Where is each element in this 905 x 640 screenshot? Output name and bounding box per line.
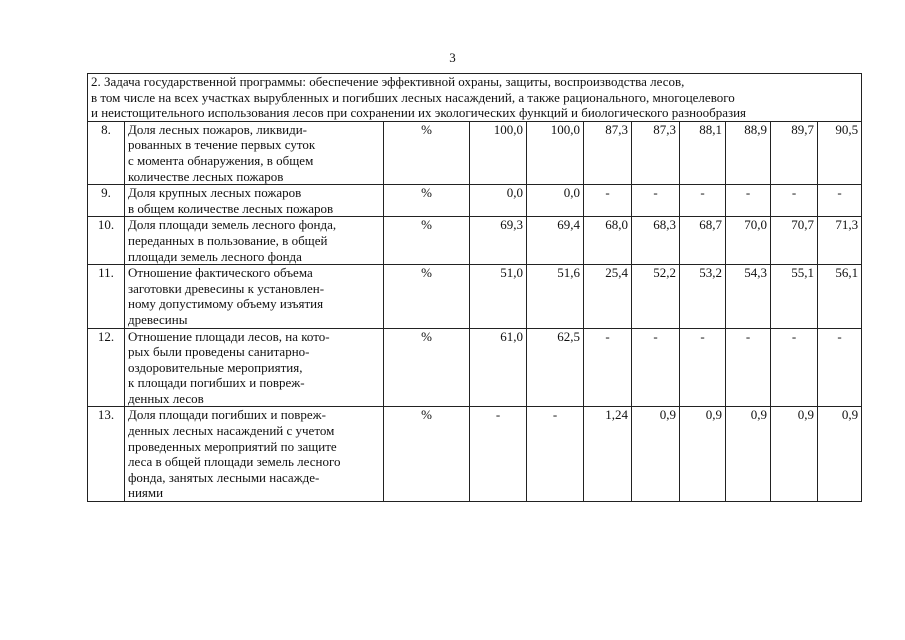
value-cell: - bbox=[584, 185, 632, 217]
value-cell: 70,0 bbox=[726, 217, 771, 265]
indicator-description-line: в общем количестве лесных пожаров bbox=[128, 200, 334, 216]
value-cell: 0,9 bbox=[818, 407, 862, 502]
indicator-description-line: площади земель лесного фонда bbox=[128, 248, 302, 264]
value-cell: 68,7 bbox=[680, 217, 726, 265]
value-cell: 0,9 bbox=[680, 407, 726, 502]
value-cell: 25,4 bbox=[584, 265, 632, 328]
value-cell: 100,0 bbox=[527, 121, 584, 184]
section-header-line: 2. Задача государственной программы: обеспечение эффективной охраны, защиты, воспроизводства лесов, bbox=[91, 74, 685, 89]
unit-cell: % bbox=[384, 217, 470, 265]
value-cell: 89,7 bbox=[771, 121, 818, 184]
indicator-description-line: Доля площади погибших и повреж- bbox=[128, 407, 326, 423]
value-cell: 52,2 bbox=[632, 265, 680, 328]
value-cell: - bbox=[771, 185, 818, 217]
value-cell: - bbox=[818, 328, 862, 407]
value-cell: - bbox=[680, 328, 726, 407]
indicator-description-line: рых были проведены санитарно- bbox=[128, 344, 310, 360]
unit-cell: % bbox=[384, 328, 470, 407]
indicator-description-line: ному допустимому объему изъятия bbox=[128, 296, 324, 312]
value-cell: 51,6 bbox=[527, 265, 584, 328]
value-cell: - bbox=[818, 185, 862, 217]
value-cell: 54,3 bbox=[726, 265, 771, 328]
value-cell: 87,3 bbox=[584, 121, 632, 184]
value-cell: 87,3 bbox=[632, 121, 680, 184]
table-row bbox=[88, 185, 862, 217]
unit-cell: % bbox=[384, 185, 470, 217]
value-cell: 0,9 bbox=[632, 407, 680, 502]
value-cell: - bbox=[527, 407, 584, 502]
value-cell: - bbox=[680, 185, 726, 217]
value-cell: - bbox=[584, 328, 632, 407]
indicator-description-line: Доля лесных пожаров, ликвиди- bbox=[128, 121, 307, 137]
indicator-description-line: ниями bbox=[128, 485, 164, 501]
value-cell: 90,5 bbox=[818, 121, 862, 184]
value-cell: - bbox=[771, 328, 818, 407]
value-cell: - bbox=[632, 328, 680, 407]
value-cell: 0,0 bbox=[527, 185, 584, 217]
unit-cell: % bbox=[384, 121, 470, 184]
value-cell: 88,9 bbox=[726, 121, 771, 184]
indicator-description-line: проведенных мероприятий по защите bbox=[128, 438, 337, 454]
value-cell: 62,5 bbox=[527, 328, 584, 407]
indicator-description bbox=[125, 121, 384, 184]
value-cell: 88,1 bbox=[680, 121, 726, 184]
section-header-row bbox=[88, 74, 862, 122]
value-cell: 68,3 bbox=[632, 217, 680, 265]
value-cell: - bbox=[726, 328, 771, 407]
value-cell: - bbox=[470, 407, 527, 502]
table-row bbox=[88, 265, 862, 328]
row-number: 9. bbox=[88, 185, 125, 217]
indicator-description bbox=[125, 328, 384, 407]
indicator-description-line: переданных в пользование, в общей bbox=[128, 232, 328, 248]
value-cell: 68,0 bbox=[584, 217, 632, 265]
indicator-description-line: Отношение фактического объема bbox=[128, 265, 313, 281]
value-cell: 100,0 bbox=[470, 121, 527, 184]
indicator-description bbox=[125, 407, 384, 502]
value-cell: 0,0 bbox=[470, 185, 527, 217]
indicator-description-line: фонда, занятых лесными насажде- bbox=[128, 469, 320, 485]
value-cell: - bbox=[726, 185, 771, 217]
indicator-description-line: денных лесных насаждений с учетом bbox=[128, 423, 335, 439]
value-cell: - bbox=[632, 185, 680, 217]
value-cell: 53,2 bbox=[680, 265, 726, 328]
value-cell: 56,1 bbox=[818, 265, 862, 328]
indicator-description bbox=[125, 217, 384, 265]
indicator-description-line: леса в общей площади земель лесного bbox=[128, 454, 341, 470]
section-header-line: в том числе на всех участках вырубленных и погибших лесных насаждений, а также рационального, многоцелевого bbox=[91, 89, 735, 105]
row-number: 8. bbox=[88, 121, 125, 184]
value-cell: 0,9 bbox=[771, 407, 818, 502]
section-header-line: и неистощительного использования лесов при сохранении их экологических функций и биологического разнообразия bbox=[91, 105, 747, 121]
indicators-table bbox=[87, 73, 862, 502]
table-row bbox=[88, 328, 862, 407]
value-cell: 71,3 bbox=[818, 217, 862, 265]
value-cell: 61,0 bbox=[470, 328, 527, 407]
indicator-description bbox=[125, 265, 384, 328]
indicator-description bbox=[125, 185, 384, 217]
unit-cell: % bbox=[384, 265, 470, 328]
value-cell: 55,1 bbox=[771, 265, 818, 328]
row-number: 13. bbox=[88, 407, 125, 502]
value-cell: 51,0 bbox=[470, 265, 527, 328]
indicator-description-line: количестве лесных пожаров bbox=[128, 168, 284, 184]
page-number: 3 bbox=[449, 50, 456, 65]
table-row bbox=[88, 407, 862, 502]
value-cell: 69,3 bbox=[470, 217, 527, 265]
indicator-description-line: денных лесов bbox=[128, 390, 204, 406]
table-row bbox=[88, 217, 862, 265]
row-number: 12. bbox=[88, 328, 125, 407]
section-header-cell bbox=[88, 74, 862, 122]
indicator-description-line: рованных в течение первых суток bbox=[128, 137, 316, 153]
unit-cell: % bbox=[384, 407, 470, 502]
indicator-description-line: к площади погибших и повреж- bbox=[128, 375, 305, 391]
indicator-description-line: Доля площади земель лесного фонда, bbox=[128, 217, 337, 233]
indicator-description-line: оздоровительные мероприятия, bbox=[128, 359, 303, 375]
value-cell: 69,4 bbox=[527, 217, 584, 265]
value-cell: 1,24 bbox=[584, 407, 632, 502]
indicator-description-line: древесины bbox=[128, 311, 188, 327]
indicator-description-line: заготовки древесины к установлен- bbox=[128, 280, 325, 296]
row-number: 10. bbox=[88, 217, 125, 265]
row-number: 11. bbox=[88, 265, 125, 328]
indicator-description-line: Отношение площади лесов, на кото- bbox=[128, 328, 330, 344]
table-row bbox=[88, 121, 862, 184]
value-cell: 0,9 bbox=[726, 407, 771, 502]
indicator-description-line: с момента обнаружения, в общем bbox=[128, 152, 314, 168]
value-cell: 70,7 bbox=[771, 217, 818, 265]
indicator-description-line: Доля крупных лесных пожаров bbox=[128, 185, 302, 201]
